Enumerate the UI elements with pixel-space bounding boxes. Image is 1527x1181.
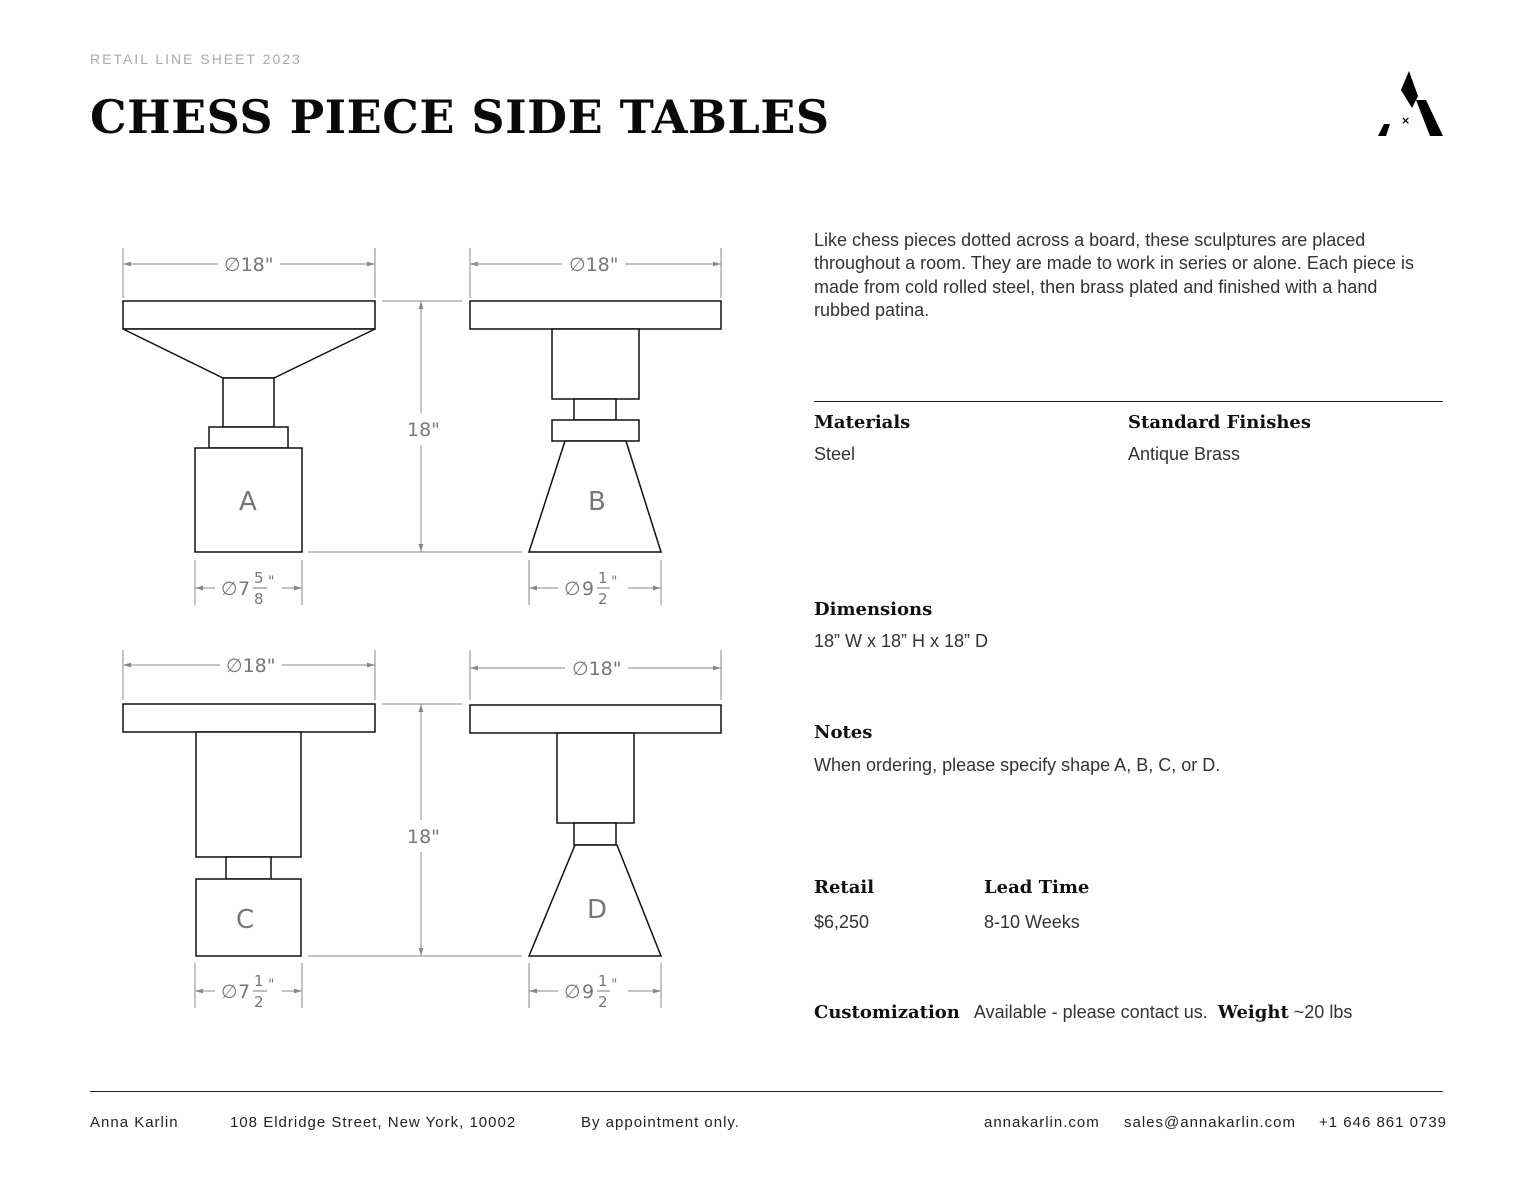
weight-value: ~20 lbs bbox=[1293, 1002, 1353, 1022]
svg-text:": " bbox=[611, 977, 618, 993]
materials-value: Steel bbox=[814, 444, 856, 464]
svg-text:1: 1 bbox=[254, 972, 264, 990]
svg-text:": " bbox=[268, 574, 275, 590]
retail-value: $6,250 bbox=[814, 912, 870, 932]
footer-address: 108 Eldridge Street, New York, 10002 bbox=[230, 1114, 517, 1131]
svg-text:9: 9 bbox=[582, 578, 595, 600]
lead-time-label: Lead Time bbox=[984, 877, 1090, 898]
piece-letter: B bbox=[588, 487, 606, 517]
technical-drawing bbox=[100, 230, 760, 1030]
svg-text:8: 8 bbox=[254, 590, 264, 608]
brand-logo-icon bbox=[1372, 66, 1448, 142]
svg-text:1: 1 bbox=[598, 972, 608, 990]
svg-text:1: 1 bbox=[598, 569, 608, 587]
height-label: 18" bbox=[407, 826, 440, 848]
product-description: Like chess pieces dotted across a board, these sculptures are placed throughout a room. They are made to work in series or alone. Each piece is made from cold rolled steel, then brass plated and finished with a hand rubbed patina. bbox=[814, 230, 1414, 320]
footer-email-link[interactable]: sales@annakarlin.com bbox=[1124, 1114, 1296, 1131]
customization-label: Customization bbox=[814, 1002, 960, 1023]
svg-text:": " bbox=[268, 977, 275, 993]
piece-letter: A bbox=[239, 487, 257, 517]
divider bbox=[814, 401, 1443, 402]
svg-text:∅: ∅ bbox=[221, 578, 238, 600]
piece-letter: D bbox=[587, 895, 608, 925]
customization-row bbox=[814, 1002, 1352, 1023]
svg-text:2: 2 bbox=[598, 993, 608, 1011]
footer-name: Anna Karlin bbox=[90, 1114, 179, 1131]
svg-text:∅18": ∅18" bbox=[569, 254, 619, 276]
weight-label: Weight bbox=[1217, 1002, 1289, 1023]
notes-value: When ordering, please specify shape A, B, C, or D. bbox=[814, 755, 1221, 775]
svg-text:∅: ∅ bbox=[564, 981, 581, 1003]
footer-appointment: By appointment only. bbox=[581, 1114, 740, 1131]
svg-text:∅18": ∅18" bbox=[226, 655, 276, 677]
retail-label: Retail bbox=[814, 877, 875, 898]
page-title: CHESS PIECE SIDE TABLES bbox=[90, 90, 830, 144]
svg-text:2: 2 bbox=[254, 993, 264, 1011]
footer-phone[interactable]: +1 646 861 0739 bbox=[1319, 1114, 1448, 1131]
footer-divider bbox=[90, 1091, 1443, 1092]
line-sheet-eyebrow: RETAIL LINE SHEET 2023 bbox=[90, 51, 302, 67]
svg-text:9: 9 bbox=[582, 981, 595, 1003]
finishes-label: Standard Finishes bbox=[1128, 412, 1311, 433]
customization-value: Available - please contact us. bbox=[973, 1002, 1208, 1022]
notes-label: Notes bbox=[814, 722, 873, 743]
footer-website-link[interactable]: annakarlin.com bbox=[984, 1114, 1100, 1131]
svg-text:2: 2 bbox=[598, 590, 608, 608]
svg-text:×: × bbox=[1401, 114, 1411, 127]
svg-text:7: 7 bbox=[238, 578, 251, 600]
svg-text:": " bbox=[611, 574, 618, 590]
svg-text:∅: ∅ bbox=[564, 578, 581, 600]
dimensions-label: Dimensions bbox=[814, 599, 933, 620]
svg-text:∅18": ∅18" bbox=[224, 254, 274, 276]
materials-label: Materials bbox=[814, 412, 911, 433]
piece-letter: C bbox=[236, 905, 255, 935]
svg-text:5: 5 bbox=[254, 569, 264, 587]
svg-text:∅18": ∅18" bbox=[572, 658, 622, 680]
dimensions-value: 18” W x 18” H x 18” D bbox=[814, 631, 989, 651]
finishes-value: Antique Brass bbox=[1128, 444, 1241, 464]
lead-time-value: 8-10 Weeks bbox=[984, 912, 1080, 932]
svg-text:7: 7 bbox=[238, 981, 251, 1003]
svg-text:∅: ∅ bbox=[221, 981, 238, 1003]
height-label: 18" bbox=[407, 419, 440, 441]
